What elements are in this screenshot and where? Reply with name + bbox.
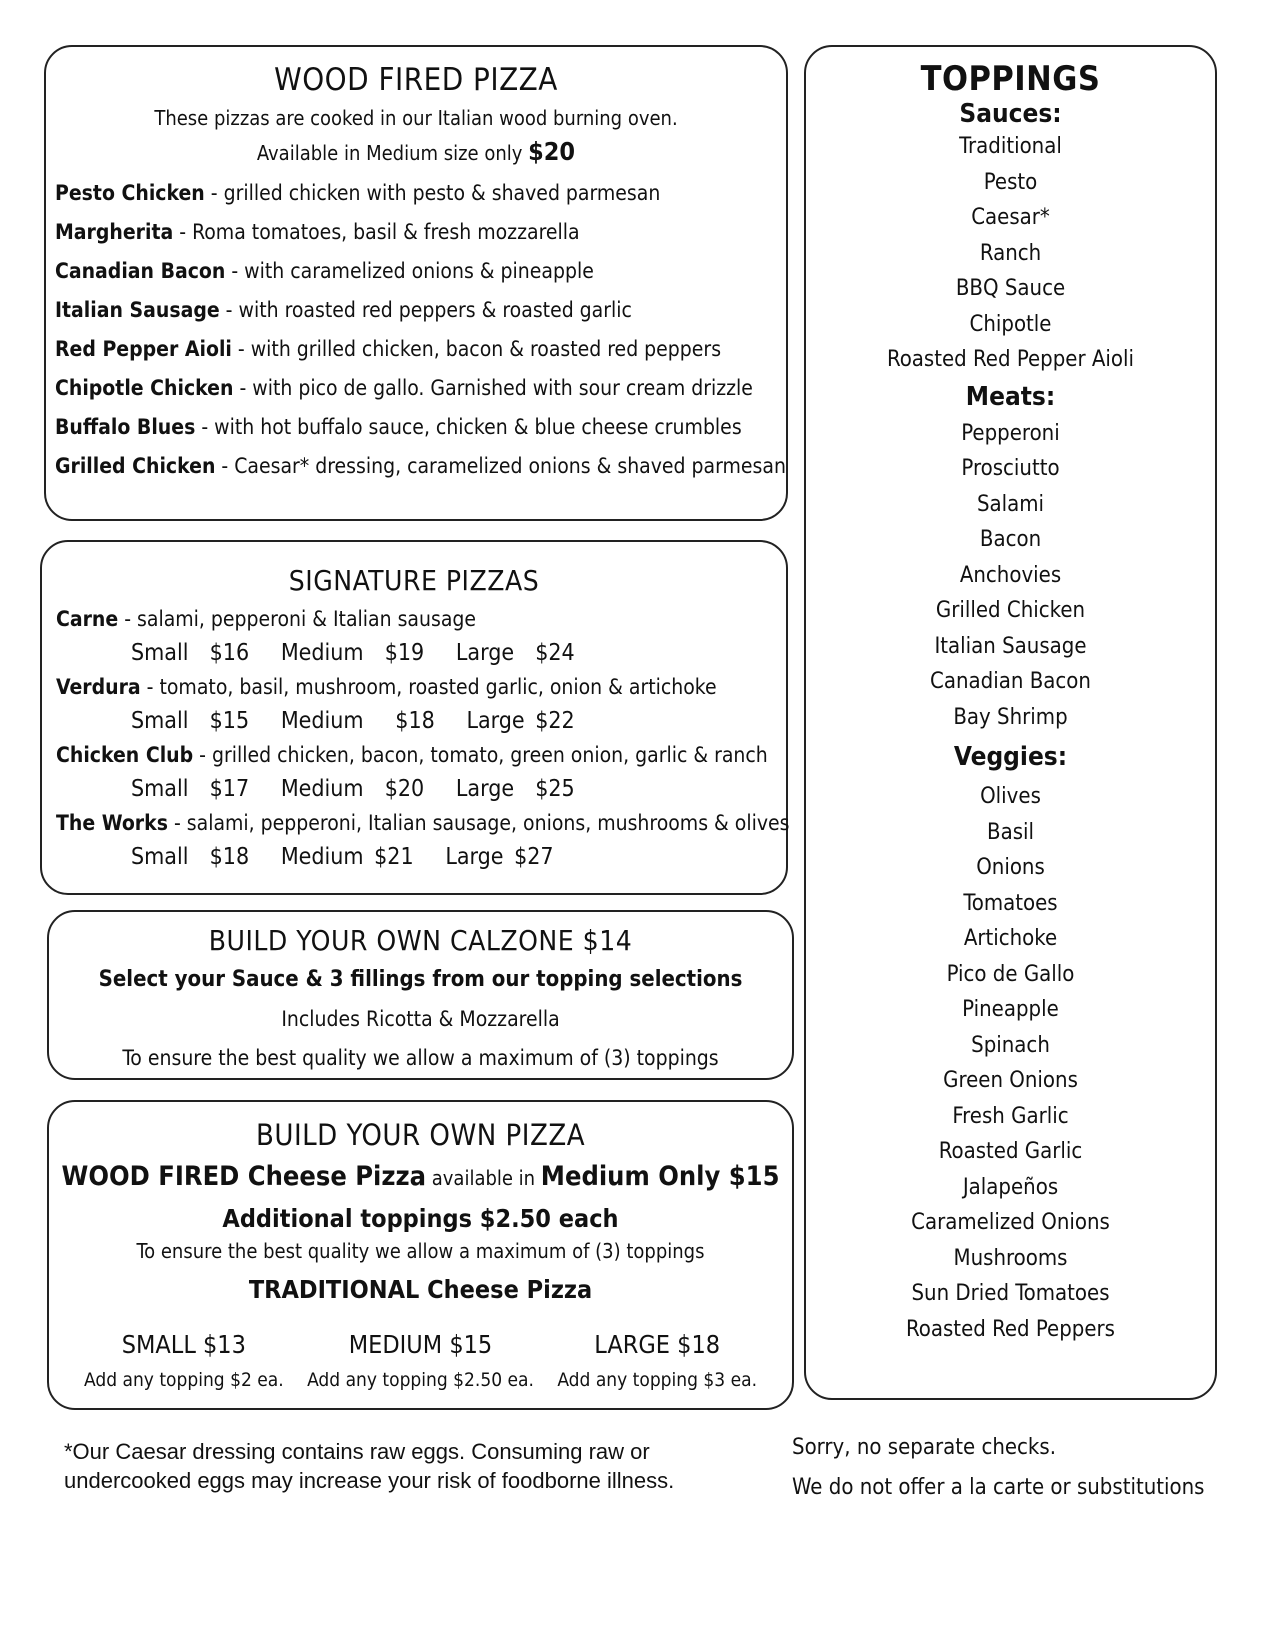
veggie-item: Green Onions — [943, 1068, 1078, 1093]
sauce-item: BBQ Sauce — [955, 276, 1066, 301]
wood-fired-item — [55, 408, 786, 447]
item-description: - with caramelized onions & pineapple — [225, 259, 594, 283]
item-description: - salami, pepperoni, Italian sausage, onions, mushrooms & olives — [167, 811, 790, 835]
wood-fired-item — [55, 447, 786, 486]
byo-wood-fired-label: WOOD FIRED Cheese Pizza — [61, 1161, 427, 1192]
wood-fired-item — [55, 252, 786, 291]
signature-item-prices: Small $18 Medium $21 Large $27 — [131, 844, 554, 870]
sauces-heading: Sauces: — [959, 99, 1062, 129]
wood-fired-item — [55, 369, 786, 408]
item-name: Carne — [56, 607, 119, 631]
signature-pizzas-box — [40, 540, 788, 895]
signature-item — [56, 602, 786, 636]
availability-text: Available in Medium size only — [256, 141, 529, 165]
meat-item: Prosciutto — [961, 456, 1060, 481]
veggie-item: Onions — [976, 855, 1045, 880]
toppings-title: TOPPINGS — [920, 59, 1101, 99]
calzone-includes: Includes Ricotta & Mozzarella — [281, 1007, 560, 1031]
item-description: - with hot buffalo sauce, chicken & blue cheese crumbles — [195, 415, 742, 439]
veggie-item: Roasted Red Peppers — [906, 1316, 1115, 1342]
availability-price: $20 — [528, 137, 576, 166]
byo-traditional-line — [49, 1265, 792, 1315]
byo-traditional-label: TRADITIONAL — [248, 1275, 420, 1304]
byo-wood-fired-line — [49, 1154, 792, 1201]
caesar-warning: *Our Caesar dressing contains raw eggs. Consuming raw or undercooked eggs may increase your risk of foodborne illness. — [64, 1439, 675, 1493]
signature-item-prices: Small $17 Medium $20 Large $25 — [131, 776, 575, 802]
byo-available-in: available in — [426, 1166, 541, 1190]
item-description: - tomato, basil, mushroom, roasted garlic, onion & artichoke — [140, 675, 717, 699]
wood-fired-item — [55, 291, 786, 330]
item-name: Chicken Club — [56, 743, 194, 767]
sauce-item: Roasted Red Pepper Aioli — [886, 347, 1135, 372]
meat-item: Salami — [976, 491, 1045, 517]
size-small-name: SMALL $13 — [121, 1330, 246, 1359]
veggie-item: Fresh Garlic — [952, 1103, 1069, 1129]
veggie-item: Roasted Garlic — [938, 1139, 1083, 1164]
item-name: Chipotle Chicken — [55, 376, 234, 400]
calzone-select: Select your Sauce & 3 fillings from our topping selections — [98, 967, 743, 992]
veggie-item: Pineapple — [962, 997, 1059, 1022]
wood-fired-list — [46, 174, 786, 486]
item-description: - with pico de gallo. Garnished with sour cream drizzle — [233, 376, 753, 400]
item-name: Pesto Chicken — [55, 181, 205, 205]
veggie-item: Spinach — [971, 1032, 1050, 1058]
sauce-item: Chipotle — [969, 311, 1052, 337]
veggie-item: Jalapeños — [962, 1174, 1059, 1200]
byo-pizza-box — [47, 1100, 794, 1410]
veggie-item: Caramelized Onions — [911, 1210, 1110, 1235]
size-medium-add: Add any topping $2.50 ea. — [307, 1369, 534, 1391]
meat-item: Bacon — [979, 527, 1042, 552]
veggies-heading: Veggies: — [953, 742, 1068, 772]
calzone-box — [47, 910, 794, 1080]
signature-title: SIGNATURE PIZZAS — [288, 564, 540, 597]
signature-list — [42, 602, 790, 874]
size-small — [84, 1325, 284, 1395]
toppings-box — [804, 45, 1217, 1400]
wood-fired-title: WOOD FIRED PIZZA — [274, 62, 558, 98]
byo-title: BUILD YOUR OWN PIZZA — [255, 1118, 586, 1152]
size-small-add: Add any topping $2 ea. — [84, 1369, 284, 1391]
signature-item — [56, 806, 790, 840]
wood-fired-item — [55, 174, 786, 213]
size-medium — [307, 1325, 534, 1395]
sauce-item: Ranch — [979, 240, 1042, 266]
size-large — [557, 1325, 757, 1395]
size-large-name: LARGE $18 — [594, 1330, 721, 1359]
item-name: Canadian Bacon — [55, 259, 226, 283]
wood-fired-availability — [46, 135, 786, 170]
item-name: Verdura — [56, 675, 141, 699]
signature-item — [56, 670, 786, 704]
item-name: Margherita — [55, 220, 174, 244]
item-description: - with grilled chicken, bacon & roasted red peppers — [231, 337, 722, 361]
signature-item-prices: Small $15 Medium $18 Large $22 — [131, 708, 575, 734]
wood-fired-pizza-box — [44, 45, 788, 521]
veggies-list — [806, 779, 1215, 1347]
item-description: - Roma tomatoes, basil & fresh mozzarella — [173, 220, 580, 244]
wood-fired-intro: These pizzas are cooked in our Italian wood burning oven. — [154, 106, 678, 130]
veggie-item: Basil — [986, 819, 1035, 845]
toppings-list — [806, 99, 1215, 1347]
calzone-title: BUILD YOUR OWN CALZONE $14 — [208, 924, 633, 957]
meat-item: Italian Sausage — [934, 633, 1087, 659]
sauces-list — [806, 129, 1215, 378]
meat-item: Grilled Chicken — [935, 598, 1086, 623]
item-name: Italian Sausage — [55, 298, 220, 322]
sauce-item: Caesar* — [971, 205, 1050, 230]
size-large-add: Add any topping $3 ea. — [557, 1369, 757, 1391]
item-description: - with roasted red peppers & roasted garlic — [219, 298, 632, 322]
size-medium-name: MEDIUM $15 — [348, 1330, 493, 1359]
meats-list — [806, 416, 1215, 736]
item-name: Buffalo Blues — [55, 415, 196, 439]
meat-item: Canadian Bacon — [930, 669, 1091, 694]
veggie-item: Artichoke — [963, 926, 1058, 951]
byo-cheese-pizza: Cheese Pizza — [419, 1275, 593, 1304]
veggie-item: Pico de Gallo — [946, 961, 1075, 987]
no-separate-checks: Sorry, no separate checks. — [792, 1435, 1056, 1460]
wood-fired-item — [55, 330, 786, 369]
item-name: The Works — [56, 811, 168, 835]
byo-ensure: To ensure the best quality we allow a maximum of (3) toppings — [136, 1239, 705, 1263]
byo-medium-only: Medium Only $15 — [540, 1161, 780, 1192]
meat-item: Anchovies — [959, 562, 1062, 588]
meat-item: Pepperoni — [961, 420, 1060, 446]
calzone-ensure: To ensure the best quality we allow a maximum of (3) toppings — [122, 1046, 719, 1070]
byo-additional-toppings: Additional toppings $2.50 each — [222, 1204, 619, 1233]
veggie-item: Olives — [980, 784, 1041, 809]
sauce-item: Traditional — [959, 134, 1062, 159]
sauce-item: Pesto — [983, 169, 1038, 195]
item-name: Red Pepper Aioli — [55, 337, 232, 361]
no-substitutions: We do not offer a la carte or substitutions — [792, 1475, 1205, 1500]
veggie-item: Tomatoes — [963, 890, 1058, 916]
item-description: - salami, pepperoni & Italian sausage — [118, 607, 477, 631]
item-description: - Caesar* dressing, caramelized onions & shaved parmesan — [215, 454, 786, 478]
meat-item: Bay Shrimp — [953, 704, 1068, 730]
signature-item — [56, 738, 786, 772]
wood-fired-item — [55, 213, 786, 252]
veggie-item: Mushrooms — [953, 1245, 1068, 1271]
item-description: - grilled chicken, bacon, tomato, green onion, garlic & ranch — [193, 743, 768, 767]
byo-sizes — [49, 1325, 792, 1395]
meats-heading: Meats: — [965, 381, 1056, 412]
item-name: Grilled Chicken — [55, 454, 216, 478]
signature-item-prices: Small $16 Medium $19 Large $24 — [131, 640, 575, 666]
item-description: - grilled chicken with pesto & shaved parmesan — [204, 181, 661, 205]
veggie-item: Sun Dried Tomatoes — [911, 1281, 1110, 1306]
